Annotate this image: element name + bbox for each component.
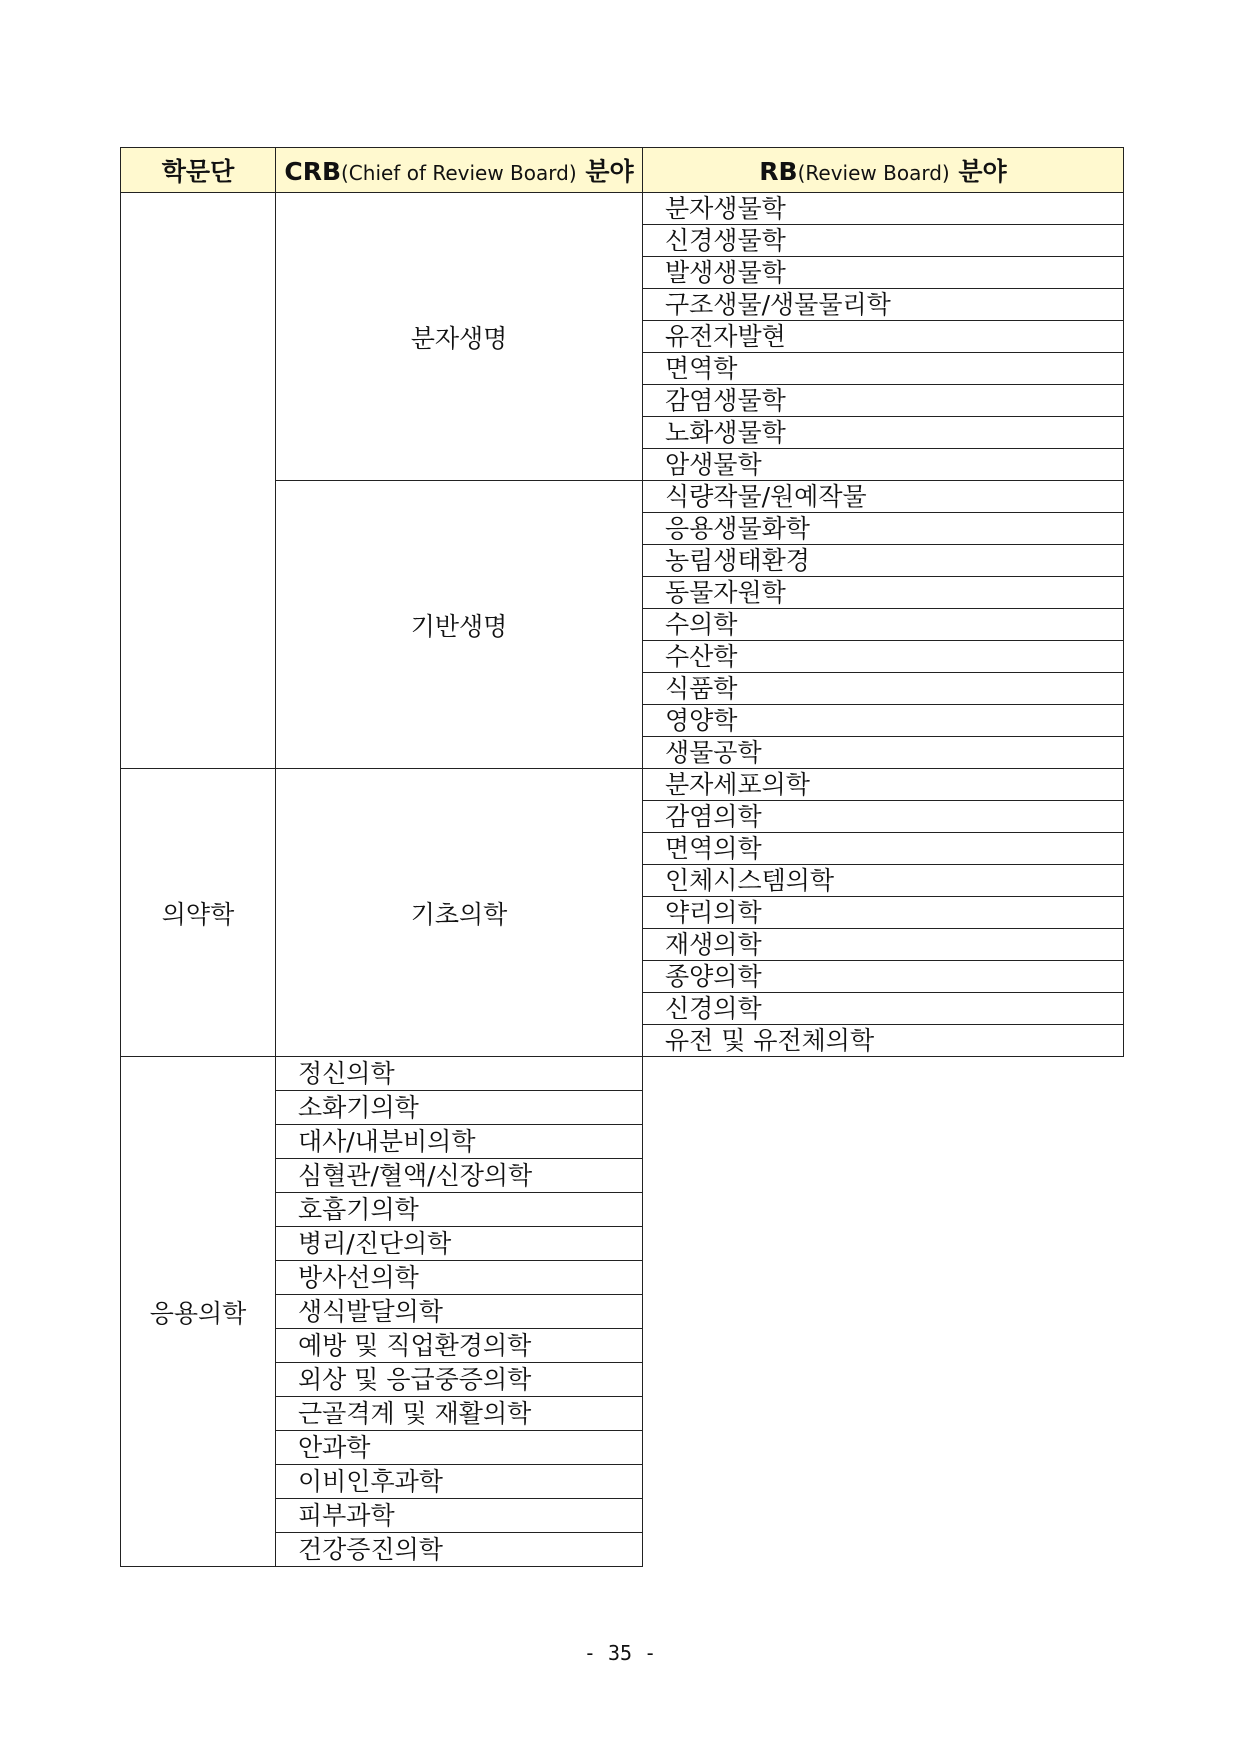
- crb-cell: 기초의학: [276, 769, 643, 1057]
- rb-cell: 분자생물학: [643, 193, 1124, 225]
- rb-cell: 감염의학: [643, 801, 1124, 833]
- rb-cell: 근골격계 및 재활의학: [276, 1397, 643, 1431]
- table-header-row: [121, 148, 1124, 193]
- rb-cell: 유전 및 유전체의학: [643, 1025, 1124, 1057]
- table-section-basic-medicine: [121, 769, 1124, 1057]
- rb-cell: 약리의학: [643, 897, 1124, 929]
- rb-cell: 동물자원학: [643, 577, 1124, 609]
- rb-cell: 인체시스템의학: [643, 865, 1124, 897]
- rb-cell: 응용생물화학: [643, 513, 1124, 545]
- rb-cell: 소화기의학: [276, 1091, 643, 1125]
- rb-cell: 신경의학: [643, 993, 1124, 1025]
- rb-cell: 발생생물학: [643, 257, 1124, 289]
- rb-cell: 수의학: [643, 609, 1124, 641]
- rb-cell: 이비인후과학: [276, 1465, 643, 1499]
- rb-cell: 분자세포의학: [643, 769, 1124, 801]
- header-crb-field: [276, 148, 643, 193]
- rb-cell: 신경생물학: [643, 225, 1124, 257]
- rb-cell: 구조생물/생물물리학: [643, 289, 1124, 321]
- rb-cell: 영양학: [643, 705, 1124, 737]
- table-row: [121, 769, 1124, 801]
- crb-cell: 응용의학: [121, 1057, 276, 1567]
- table-row: [121, 193, 1124, 225]
- rb-cell: 면역학: [643, 353, 1124, 385]
- rb-cell: 심혈관/혈액/신장의학: [276, 1159, 643, 1193]
- header-academic-division: 학문단: [121, 148, 276, 193]
- rb-cell: 생식발달의학: [276, 1295, 643, 1329]
- rb-cell: 피부과학: [276, 1499, 643, 1533]
- header-crb-suffix: 분야: [576, 157, 634, 186]
- table-section-life-science: [121, 193, 1124, 769]
- rb-cell: 재생의학: [643, 929, 1124, 961]
- rb-cell: 유전자발현: [643, 321, 1124, 353]
- header-rb-field: [643, 148, 1124, 193]
- rb-cell: 농림생태환경: [643, 545, 1124, 577]
- rb-cell: 식품학: [643, 673, 1124, 705]
- header-rb-label: RB: [759, 157, 798, 186]
- header-crb-fullname: (Chief of Review Board): [341, 161, 577, 185]
- rb-cell: 식량작물/원예작물: [643, 481, 1124, 513]
- rb-cell: 노화생물학: [643, 417, 1124, 449]
- rb-cell: 예방 및 직업환경의학: [276, 1329, 643, 1363]
- rb-cell: 감염생물학: [643, 385, 1124, 417]
- domain-cell: [121, 193, 276, 769]
- page-number: - 35 -: [583, 1641, 657, 1665]
- rb-cell: 대사/내분비의학: [276, 1125, 643, 1159]
- rb-cell: 면역의학: [643, 833, 1124, 865]
- rb-cell: 호흡기의학: [276, 1193, 643, 1227]
- rb-cell: 정신의학: [276, 1057, 643, 1091]
- rb-cell: 건강증진의학: [276, 1533, 643, 1567]
- rb-cell: 종양의학: [643, 961, 1124, 993]
- rb-cell: 외상 및 응급중증의학: [276, 1363, 643, 1397]
- rb-cell: 병리/진단의학: [276, 1227, 643, 1261]
- header-crb-label: CRB: [284, 157, 341, 186]
- review-board-table: [120, 147, 1124, 1567]
- crb-cell: 기반생명: [276, 481, 643, 769]
- rb-cell: 생물공학: [643, 737, 1124, 769]
- rb-cell: 안과학: [276, 1431, 643, 1465]
- rb-cell: 수산학: [643, 641, 1124, 673]
- header-rb-suffix: 분야: [949, 157, 1007, 186]
- rb-cell: 방사선의학: [276, 1261, 643, 1295]
- table-row: [121, 1057, 1124, 1091]
- domain-cell: 의약학: [121, 769, 276, 1057]
- table-section-applied-medicine: [121, 1057, 1124, 1567]
- rb-cell: 암생물학: [643, 449, 1124, 481]
- header-rb-fullname: (Review Board): [797, 161, 950, 185]
- crb-cell: 분자생명: [276, 193, 643, 481]
